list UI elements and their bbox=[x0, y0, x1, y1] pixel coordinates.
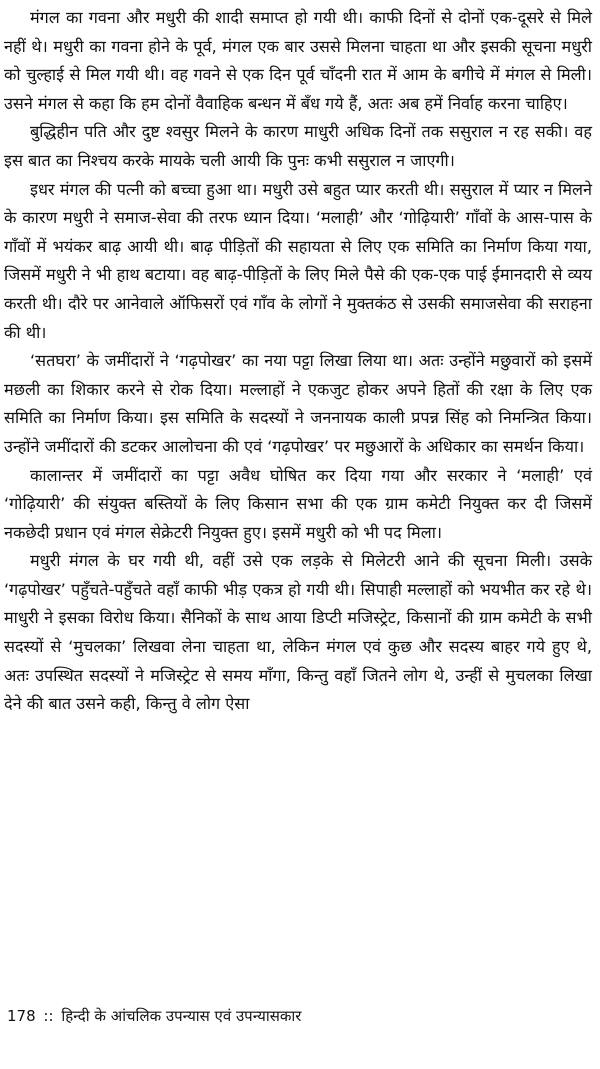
paragraph: कालान्तर में जमींदारों का पट्टा अवैध घोषित कर दिया गया और सरकार ने ‘मलाही’ एवं ‘गोढ़ियारी’ की संयुक्त बस्तियों के लिए किसान सभा की एक ग्राम कमेटी नियुक्त कर दी जिसमें नकछेदी प्रधान एवं मंगल सेक्रेटरी नियुक्त हुए। इसमें मधुरी को भी पद मिला। bbox=[4, 465, 592, 542]
page-footer bbox=[7, 1006, 301, 1026]
paragraph: इधर मंगल की पत्नी को बच्चा हुआ था। मधुरी उसे बहुत प्यार करती थी। ससुराल में प्यार न मिलने के कारण मधुरी ने समाज-सेवा की तरफ ध्यान दिया। ‘मलाही’ और ‘गोढ़ियारी’ गाँवों के आस-पास के गाँवों में भयंकर बाढ़ आयी थी। बाढ़ पीड़ितों की सहायता से लिए एक समिति का निर्माण किया गया, जिसमें मधुरी ने भी हाथ बटाया। वह बाढ़-पीड़ितों के लिए मिले पैसे की एक-एक पाई ईमानदारी से व्यय करती थी। दौरे पर आनेवाले ऑफिसरों एवं गाँव के लोगों ने मुक्तकंठ से उसकी समाजसेवा की सराहना की थी। bbox=[4, 179, 592, 342]
paragraph: मधुरी मंगल के घर गयी थी, वहीं उसे एक लड़के से मिलेटरी आने की सूचना मिली। उसके ‘गढ़पोखर’ पहुँचते-पहुँचते वहाँ काफी भीड़ एकत्र हो गयी थी। सिपाही मल्लाहों को भयभीत कर रहे थे। माधुरी ने इसका विरोध किया। सैनिकों के साथ आया डिप्टी मजिस्ट्रेट, किसानों की ग्राम कमेटी के सभी सदस्यों से ‘मुचलका’ लिखवा लेना चाहता था, लेकिन मंगल एवं कुछ और सदस्य बाहर गये हुए थे, अतः उपस्थित सदस्यों ने मजिस्ट्रेट से समय माँगा, किन्तु वहाँ जितने लोग थे, उन्हीं से मुचलका लिखा देने की बात उसने कही, किन्तु वे लोग ऐसा bbox=[4, 551, 592, 714]
page-number: 178 bbox=[7, 1007, 36, 1025]
body-text bbox=[4, 4, 592, 719]
paragraph: मंगल का गवना और मधुरी की शादी समाप्त हो गयी थी। काफी दिनों से दोनों एक-दूसरे से मिले नहीं थे। मधुरी का गवना होने के पूर्व, मंगल एक बार उससे मिलना चाहता था और इसकी सूचना मधुरी को चुल्हाई से मिल गयी थी। वह गवने से एक दिन पूर्व चाँदनी रात में आम के बगीचे में मंगल से मिली। उसने मंगल से कहा कि हम दोनों वैवाहिक बन्धन में बँध गये हैं, अतः अब हमें निर्वाह करना चाहिए। bbox=[4, 8, 592, 113]
footer-separator: :: bbox=[43, 1007, 54, 1025]
paragraph: ‘सतघरा’ के जमींदारों ने ‘गढ़पोखर’ का नया पट्टा लिखा लिया था। अतः उन्होंने मछुवारों को इसमें मछली का शिकार करने से रोक दिया। मल्लाहों ने एकजुट होकर अपने हितों की रक्षा के लिए एक समिति का निर्माण किया। इस समिति के सदस्यों ने जननायक काली प्रपन्न सिंह को निमन्त्रित किया। उन्होंने जमींदारों की डटकर आलोचना की एवं ‘गढ़पोखर’ पर मछुआरों के अधिकार का समर्थन किया। bbox=[4, 351, 592, 456]
paragraph: बुद्धिहीन पति और दुष्ट श्वसुर मिलने के कारण माधुरी अधिक दिनों तक ससुराल न रह सकी। वह इस बात का निश्चय करके मायके चली आयी कि पुनः कभी ससुराल न जाएगी। bbox=[4, 122, 592, 170]
book-title: हिन्दी के आंचलिक उपन्यास एवं उपन्यासकार bbox=[61, 1007, 302, 1025]
